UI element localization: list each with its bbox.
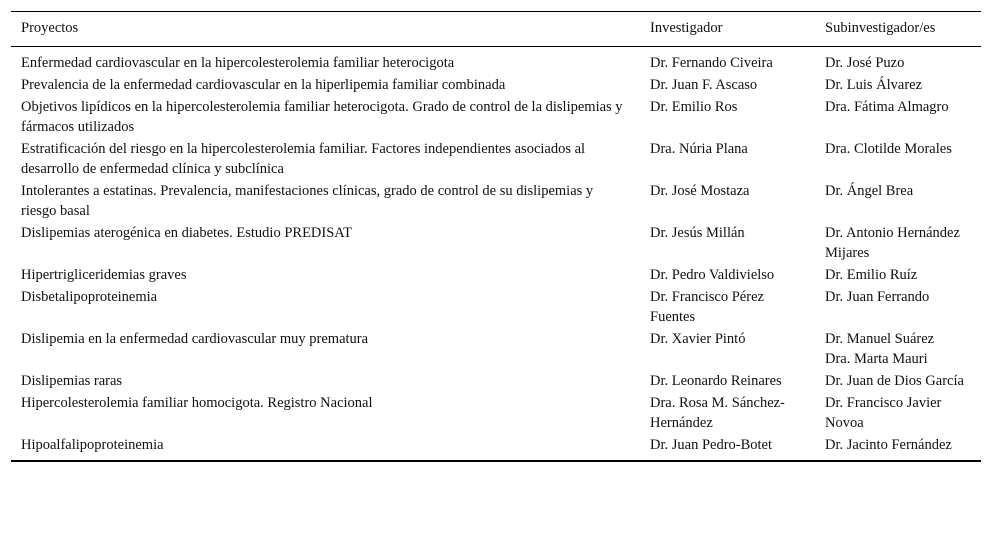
table-row	[11, 96, 981, 138]
subinvestigator-cell: Dr. Emilio Ruíz	[825, 267, 918, 283]
project-cell: Disbetalipoproteinemia	[21, 289, 158, 305]
project-cell: Enfermedad cardiovascular en la hipercolesterolemia familiar heterocigota	[21, 55, 455, 71]
table-row	[11, 138, 981, 180]
project-cell: Hipercolesterolemia familiar homocigota. Registro Nacional	[21, 395, 373, 411]
subinvestigator-cell: Dr. Antonio Hernández Mijares	[825, 225, 960, 261]
investigator-cell: Dr. Pedro Valdivielso	[650, 267, 775, 283]
table-row	[11, 264, 981, 286]
table-row	[11, 74, 981, 96]
investigator-cell: Dr. Leonardo Reinares	[650, 373, 782, 389]
subinvestigator-cell: Dr. José Puzo	[825, 55, 905, 71]
investigator-cell: Dr. Emilio Ros	[650, 99, 738, 115]
investigator-cell: Dra. Rosa M. Sánchez-Hernández	[650, 395, 785, 431]
subinvestigator-cell: Dr. Francisco Javier Novoa	[825, 395, 942, 431]
table-row	[11, 328, 981, 370]
investigator-cell: Dr. Juan Pedro-Botet	[650, 437, 773, 453]
project-cell: Dislipemia en la enfermedad cardiovascular muy prematura	[21, 331, 369, 347]
project-cell: Estratificación del riesgo en la hipercolesterolemia familiar. Factores independientes asociados al desarrollo de enfermedad clínica y subclínica	[21, 141, 586, 177]
projects-table	[11, 11, 981, 462]
investigator-cell: Dr. Jesús Millán	[650, 225, 745, 241]
investigator-cell: Dr. Xavier Pintó	[650, 331, 746, 347]
project-cell: Hipoalfalipoproteinemia	[21, 437, 164, 453]
subinvestigator-cell: Dr. Juan de Dios García	[825, 373, 964, 389]
table-row	[11, 286, 981, 328]
subinvestigator-cell: Dr. Luis Álvarez	[825, 77, 923, 93]
header-projects: Proyectos	[21, 20, 79, 36]
project-cell: Objetivos lipídicos en la hipercolesterolemia familiar heterocigota. Grado de control de la dislipemias y fármacos utilizados	[21, 99, 623, 135]
subinvestigator-cell: Dra. Fátima Almagro	[825, 99, 949, 115]
table-row	[11, 180, 981, 222]
table-header-row	[11, 12, 981, 47]
investigator-cell: Dr. Juan F. Ascaso	[650, 77, 758, 93]
project-cell: Hipertrigliceridemias graves	[21, 267, 187, 283]
table-row	[11, 370, 981, 392]
investigator-cell: Dr. José Mostaza	[650, 183, 750, 199]
subinvestigator-cell: Dr. Manuel Suárez Dra. Marta Mauri	[825, 331, 935, 367]
projects-table-container	[11, 11, 981, 462]
subinvestigator-cell: Dr. Juan Ferrando	[825, 289, 930, 305]
header-subinvestigators: Subinvestigador/es	[825, 20, 936, 36]
header-investigator: Investigador	[650, 20, 723, 36]
project-cell: Dislipemias raras	[21, 373, 123, 389]
subinvestigator-cell: Dr. Ángel Brea	[825, 183, 914, 199]
investigator-cell: Dr. Francisco Pérez Fuentes	[650, 289, 764, 325]
investigator-cell: Dr. Fernando Civeira	[650, 55, 773, 71]
table-row	[11, 434, 981, 461]
subinvestigator-cell: Dr. Jacinto Fernández	[825, 437, 952, 453]
table-row	[11, 222, 981, 264]
table-row	[11, 392, 981, 434]
investigator-cell: Dra. Núria Plana	[650, 141, 748, 157]
project-cell: Intolerantes a estatinas. Prevalencia, manifestaciones clínicas, grado de control de su dislipemias y riesgo basal	[21, 183, 594, 219]
subinvestigator-cell: Dra. Clotilde Morales	[825, 141, 952, 157]
project-cell: Dislipemias aterogénica en diabetes. Estudio PREDISAT	[21, 225, 353, 241]
table-row	[11, 47, 981, 75]
project-cell: Prevalencia de la enfermedad cardiovascular en la hiperlipemia familiar combinada	[21, 77, 506, 93]
